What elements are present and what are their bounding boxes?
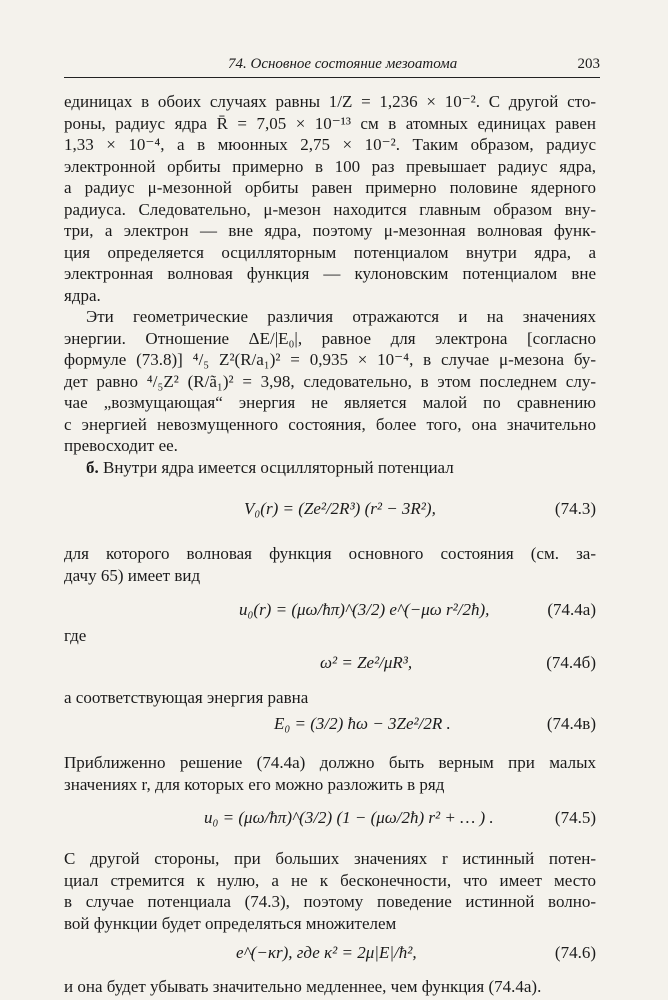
text-line	[64, 457, 596, 479]
text-line: радиуса. Следовательно, μ-мезон находится главным образом вну-	[64, 199, 596, 219]
equation-number: (74.4б)	[546, 653, 596, 672]
text-line: превосходит ее.	[64, 436, 178, 455]
page-number: 203	[577, 56, 600, 72]
section-title: 74. Основное состояние мезоатома	[228, 56, 458, 72]
running-head	[64, 56, 600, 78]
text-line: циал стремится к нулю, а не к бесконечности, что имеет место	[64, 870, 596, 890]
text-line: дет равно ⁴/₅Z² (R/ã₁)² = 3,98, следовательно, в этом последнем слу-	[64, 371, 596, 391]
equation-formula: V₀(r) = (Ze²/2R³) (r² − 3R²),	[244, 499, 436, 518]
text-line: С другой стороны, при больших значениях r истинный потен-	[64, 849, 596, 868]
text-line: энергии. Отношение ΔE/|E₀|, равное для электрона [согласно	[64, 328, 596, 348]
paragraph-ground-state	[64, 543, 596, 586]
text-line: в случае потенциала (74.3), поэтому поведение истинной волно-	[64, 892, 596, 911]
equation-formula: u₀(r) = (μω/ħπ)^(3/2) e^(−μω r²/2ħ),	[239, 600, 490, 619]
equation-74-4b	[64, 645, 596, 685]
paragraph-large-r-behaviour	[64, 848, 596, 934]
equation-formula: E₀ = (3/2) ħω − 3Ze²/2R .	[274, 714, 451, 733]
equation-number: (74.4а)	[547, 600, 596, 619]
text-line: вой функции будет определяться множителем	[64, 913, 397, 933]
text-line: ядра.	[64, 285, 101, 305]
text-line: Приближенно решение (74.4а) должно быть верным при малых	[64, 753, 596, 772]
text-line: электронной орбиты примерно в 100 раз превышает радиус ядра,	[64, 156, 596, 176]
equation-formula: e^(−κr), где κ² = 2μ|E|/ħ²,	[236, 943, 417, 962]
text-line: формуле (73.8)] ⁴/₅ Z²(R/a₁)² = 0,935 × 10⁻⁴, в случае μ-мезона бу-	[64, 350, 596, 369]
paragraph-energy-differences	[64, 306, 596, 457]
paragraph-radius-comparison	[64, 91, 596, 306]
text-line: дачу 65) имеет вид	[64, 565, 201, 585]
equation-74-5	[64, 800, 596, 840]
text-line: для которого волновая функция основного состояния (см. за-	[64, 544, 596, 563]
paragraph-oscillator-intro	[64, 457, 596, 479]
text-line: Эти геометрические различия отражаются и на значениях	[86, 307, 596, 326]
text-line: а радиус μ-мезонной орбиты равен примерно половине ядерного	[64, 178, 596, 197]
text-line: с энергией невозмущенного состояния, более того, она значительно	[64, 414, 596, 434]
text-line: электронная волновая функция — кулоновским потенциалом вне	[64, 264, 596, 283]
equation-number: (74.4в)	[546, 714, 596, 733]
text-line: роны, радиус ядра R̄ = 7,05 × 10⁻¹³ см в атомных единицах равен	[64, 113, 596, 133]
equation-74-4v	[64, 706, 596, 746]
text-line: и она будет убывать значительно медленнее, чем функция (74.4а).	[64, 977, 542, 996]
text-line: чае „возмущающая“ энергия не является малой по сравнению	[64, 393, 596, 412]
item-text: Внутри ядра имеется осцилляторный потенциал	[103, 458, 454, 477]
energy-intro: а соответствующая энергия равна	[64, 688, 309, 707]
paragraph-series-expansion	[64, 752, 596, 795]
text-line: три, а электрон — вне ядра, поэтому μ-мезонная волновая функ-	[64, 221, 596, 240]
equation-formula: ω² = Ze²/μR³,	[320, 653, 413, 672]
equation-formula: u₀ = (μω/ħπ)^(3/2) (1 − (μω/2ħ) r² + … ) .	[204, 808, 494, 827]
item-label: б.	[86, 458, 99, 477]
text-line: 1,33 × 10⁻⁴, а в мюонных 2,75 × 10⁻². Таким образом, радиус	[64, 135, 596, 154]
text-line: ция определяется осцилляторным потенциалом внутри ядра, а	[64, 242, 596, 262]
header-rule	[64, 77, 600, 78]
text-line: значениях r, для которых его можно разложить в ряд	[64, 774, 445, 794]
paragraph-decay-comparison	[64, 976, 596, 998]
equation-74-3	[64, 491, 596, 531]
equation-number: (74.3)	[554, 499, 596, 518]
equation-74-4a	[64, 592, 596, 632]
where-label: где	[64, 626, 87, 645]
equation-number: (74.6)	[554, 943, 596, 962]
equation-number: (74.5)	[554, 808, 596, 827]
equation-74-6	[64, 937, 596, 977]
text-line: единицах в обоих случаях равны 1/Z = 1,236 × 10⁻². С другой сто-	[64, 92, 596, 111]
